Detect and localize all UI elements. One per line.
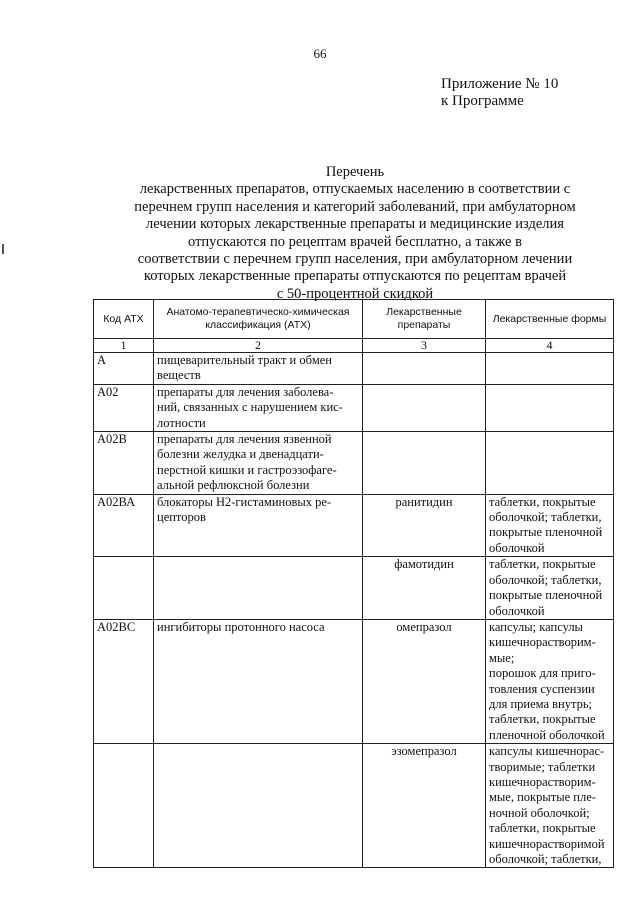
- form-line: мые, покрытые пле-: [489, 790, 596, 805]
- column-number: 2: [154, 339, 363, 353]
- classification-line: альной рефлюксной болезни: [157, 478, 310, 493]
- heading-line: перечнем групп населения и категорий заболеваний, при амбулаторном: [134, 198, 576, 215]
- atc-code: А02ВА: [94, 494, 154, 557]
- drug-name: [363, 432, 486, 495]
- form-line: оболочкой: [489, 603, 545, 618]
- classification-line: ингибиторы протонного насоса: [157, 619, 325, 634]
- header-drugs: [363, 300, 486, 339]
- form-line: порошок для приго-: [489, 666, 596, 681]
- classification-line: препараты для лечения заболева-: [157, 384, 334, 399]
- classification-line: блокаторы Н2-гистаминовых ре-: [157, 494, 332, 509]
- page-number: 66: [313, 46, 327, 61]
- form-line: товления суспензии: [489, 681, 595, 696]
- form-line: оболочкой; таблетки,: [489, 572, 602, 587]
- classification-line: пищеварительный тракт и обмен: [157, 353, 332, 367]
- atc-classification: [154, 432, 363, 495]
- heading-line: отпускаются по рецептам врачей бесплатно, а также в: [188, 233, 522, 250]
- classification-line: препараты для лечения язвенной: [157, 432, 332, 447]
- dosage-forms: [486, 619, 614, 743]
- form-line: покрытые пленочной: [489, 588, 603, 603]
- header-code: Код АТХ: [94, 300, 154, 339]
- form-line: мые;: [489, 650, 515, 665]
- dosage-forms: [486, 744, 614, 868]
- form-line: капсулы кишечнорас-: [489, 744, 605, 759]
- column-number-row: [94, 339, 614, 353]
- column-number: 3: [363, 339, 486, 353]
- header-forms: Лекарственные формы: [486, 300, 614, 339]
- atc-code: [94, 557, 154, 620]
- document-heading: [95, 164, 615, 303]
- scan-margin-mark: [2, 244, 4, 254]
- heading-title: Перечень: [325, 164, 385, 180]
- classification-line: перстной кишки и гастроэзофаге-: [157, 462, 337, 477]
- dosage-forms: [486, 494, 614, 557]
- form-line: для приема внутрь;: [489, 696, 593, 711]
- atc-code: А02: [94, 384, 154, 431]
- classification-line: веществ: [157, 368, 201, 383]
- classification-line: ний, связанных с нарушением кис-: [157, 400, 343, 415]
- atc-code: А02В: [94, 432, 154, 495]
- drug-name: эзомепразол: [363, 744, 486, 868]
- atc-classification: [154, 557, 363, 620]
- column-number: 4: [486, 339, 614, 353]
- table-row: [94, 557, 614, 620]
- header-drugs-line-1: Лекарственные: [386, 306, 462, 318]
- classification-line: болезни желудка и двенадцати-: [157, 447, 324, 462]
- heading-line: соответствии с перечнем групп населения, при амбулаторном лечении: [137, 251, 573, 268]
- header-drugs-line-2: препараты: [397, 319, 451, 331]
- appendix-line-2: к Программе: [441, 93, 524, 109]
- table-row: [94, 432, 614, 495]
- header-classification-line-1: Анатомо-терапевтическо-химическая: [166, 306, 350, 318]
- appendix-line-1: Приложение № 10: [441, 76, 559, 92]
- form-line: покрытые пленочной: [489, 525, 603, 540]
- form-line: пленочной оболочкой: [489, 727, 605, 742]
- atc-classification: [154, 494, 363, 557]
- header-classification: [154, 300, 363, 339]
- classification-line: цепторов: [157, 510, 206, 525]
- classification-line: лотности: [157, 415, 206, 430]
- form-line: таблетки, покрытые: [489, 557, 596, 572]
- table-row: [94, 744, 614, 868]
- heading-line: лекарственных препаратов, отпускаемых населению в соответствии с: [139, 181, 571, 198]
- heading-line: лечении которых лекарственные препараты и медицинские изделия: [146, 216, 564, 233]
- form-line: оболочкой; таблетки,: [489, 510, 602, 525]
- header-classification-line-2: классификация (АТХ): [205, 319, 311, 331]
- atc-classification: [154, 384, 363, 431]
- drug-name: омепразол: [363, 619, 486, 743]
- dosage-forms: [486, 384, 614, 431]
- table-row: [94, 494, 614, 557]
- column-number: 1: [94, 339, 154, 353]
- heading-line: которых лекарственные препараты отпускаются по рецептам врачей: [143, 268, 567, 285]
- atc-code: [94, 744, 154, 868]
- drug-name: [363, 384, 486, 431]
- atc-code: А02ВС: [94, 619, 154, 743]
- drug-name: фамотидин: [363, 557, 486, 620]
- form-line: кишечнорастворимой: [489, 836, 605, 851]
- form-line: капсулы; капсулы: [489, 619, 583, 634]
- form-line: творимые; таблетки: [489, 759, 596, 774]
- dosage-forms: [486, 557, 614, 620]
- form-line: кишечнорастворим-: [489, 635, 596, 650]
- drug-name: [363, 353, 486, 385]
- dosage-forms: [486, 432, 614, 495]
- table-row: [94, 353, 614, 385]
- table-row: [94, 384, 614, 431]
- heading-line: с 50-процентной скидкой: [276, 285, 434, 302]
- form-line: оболочкой: [489, 540, 545, 555]
- table-row: [94, 619, 614, 743]
- drug-name: ранитидин: [363, 494, 486, 557]
- appendix-note: [441, 76, 558, 110]
- form-line: кишечнорастворим-: [489, 774, 596, 789]
- form-line: таблетки, покрытые: [489, 712, 596, 727]
- atc-classification: [154, 619, 363, 743]
- atc-classification: [154, 353, 363, 385]
- atc-classification: [154, 744, 363, 868]
- drug-list-table: [93, 299, 614, 868]
- atc-code: А: [94, 353, 154, 385]
- form-line: ночной оболочкой;: [489, 805, 590, 820]
- form-line: таблетки, покрытые: [489, 821, 596, 836]
- form-line: оболочкой; таблетки,: [489, 852, 602, 866]
- dosage-forms: [486, 353, 614, 385]
- form-line: таблетки, покрытые: [489, 494, 596, 509]
- table-header-row: [94, 300, 614, 339]
